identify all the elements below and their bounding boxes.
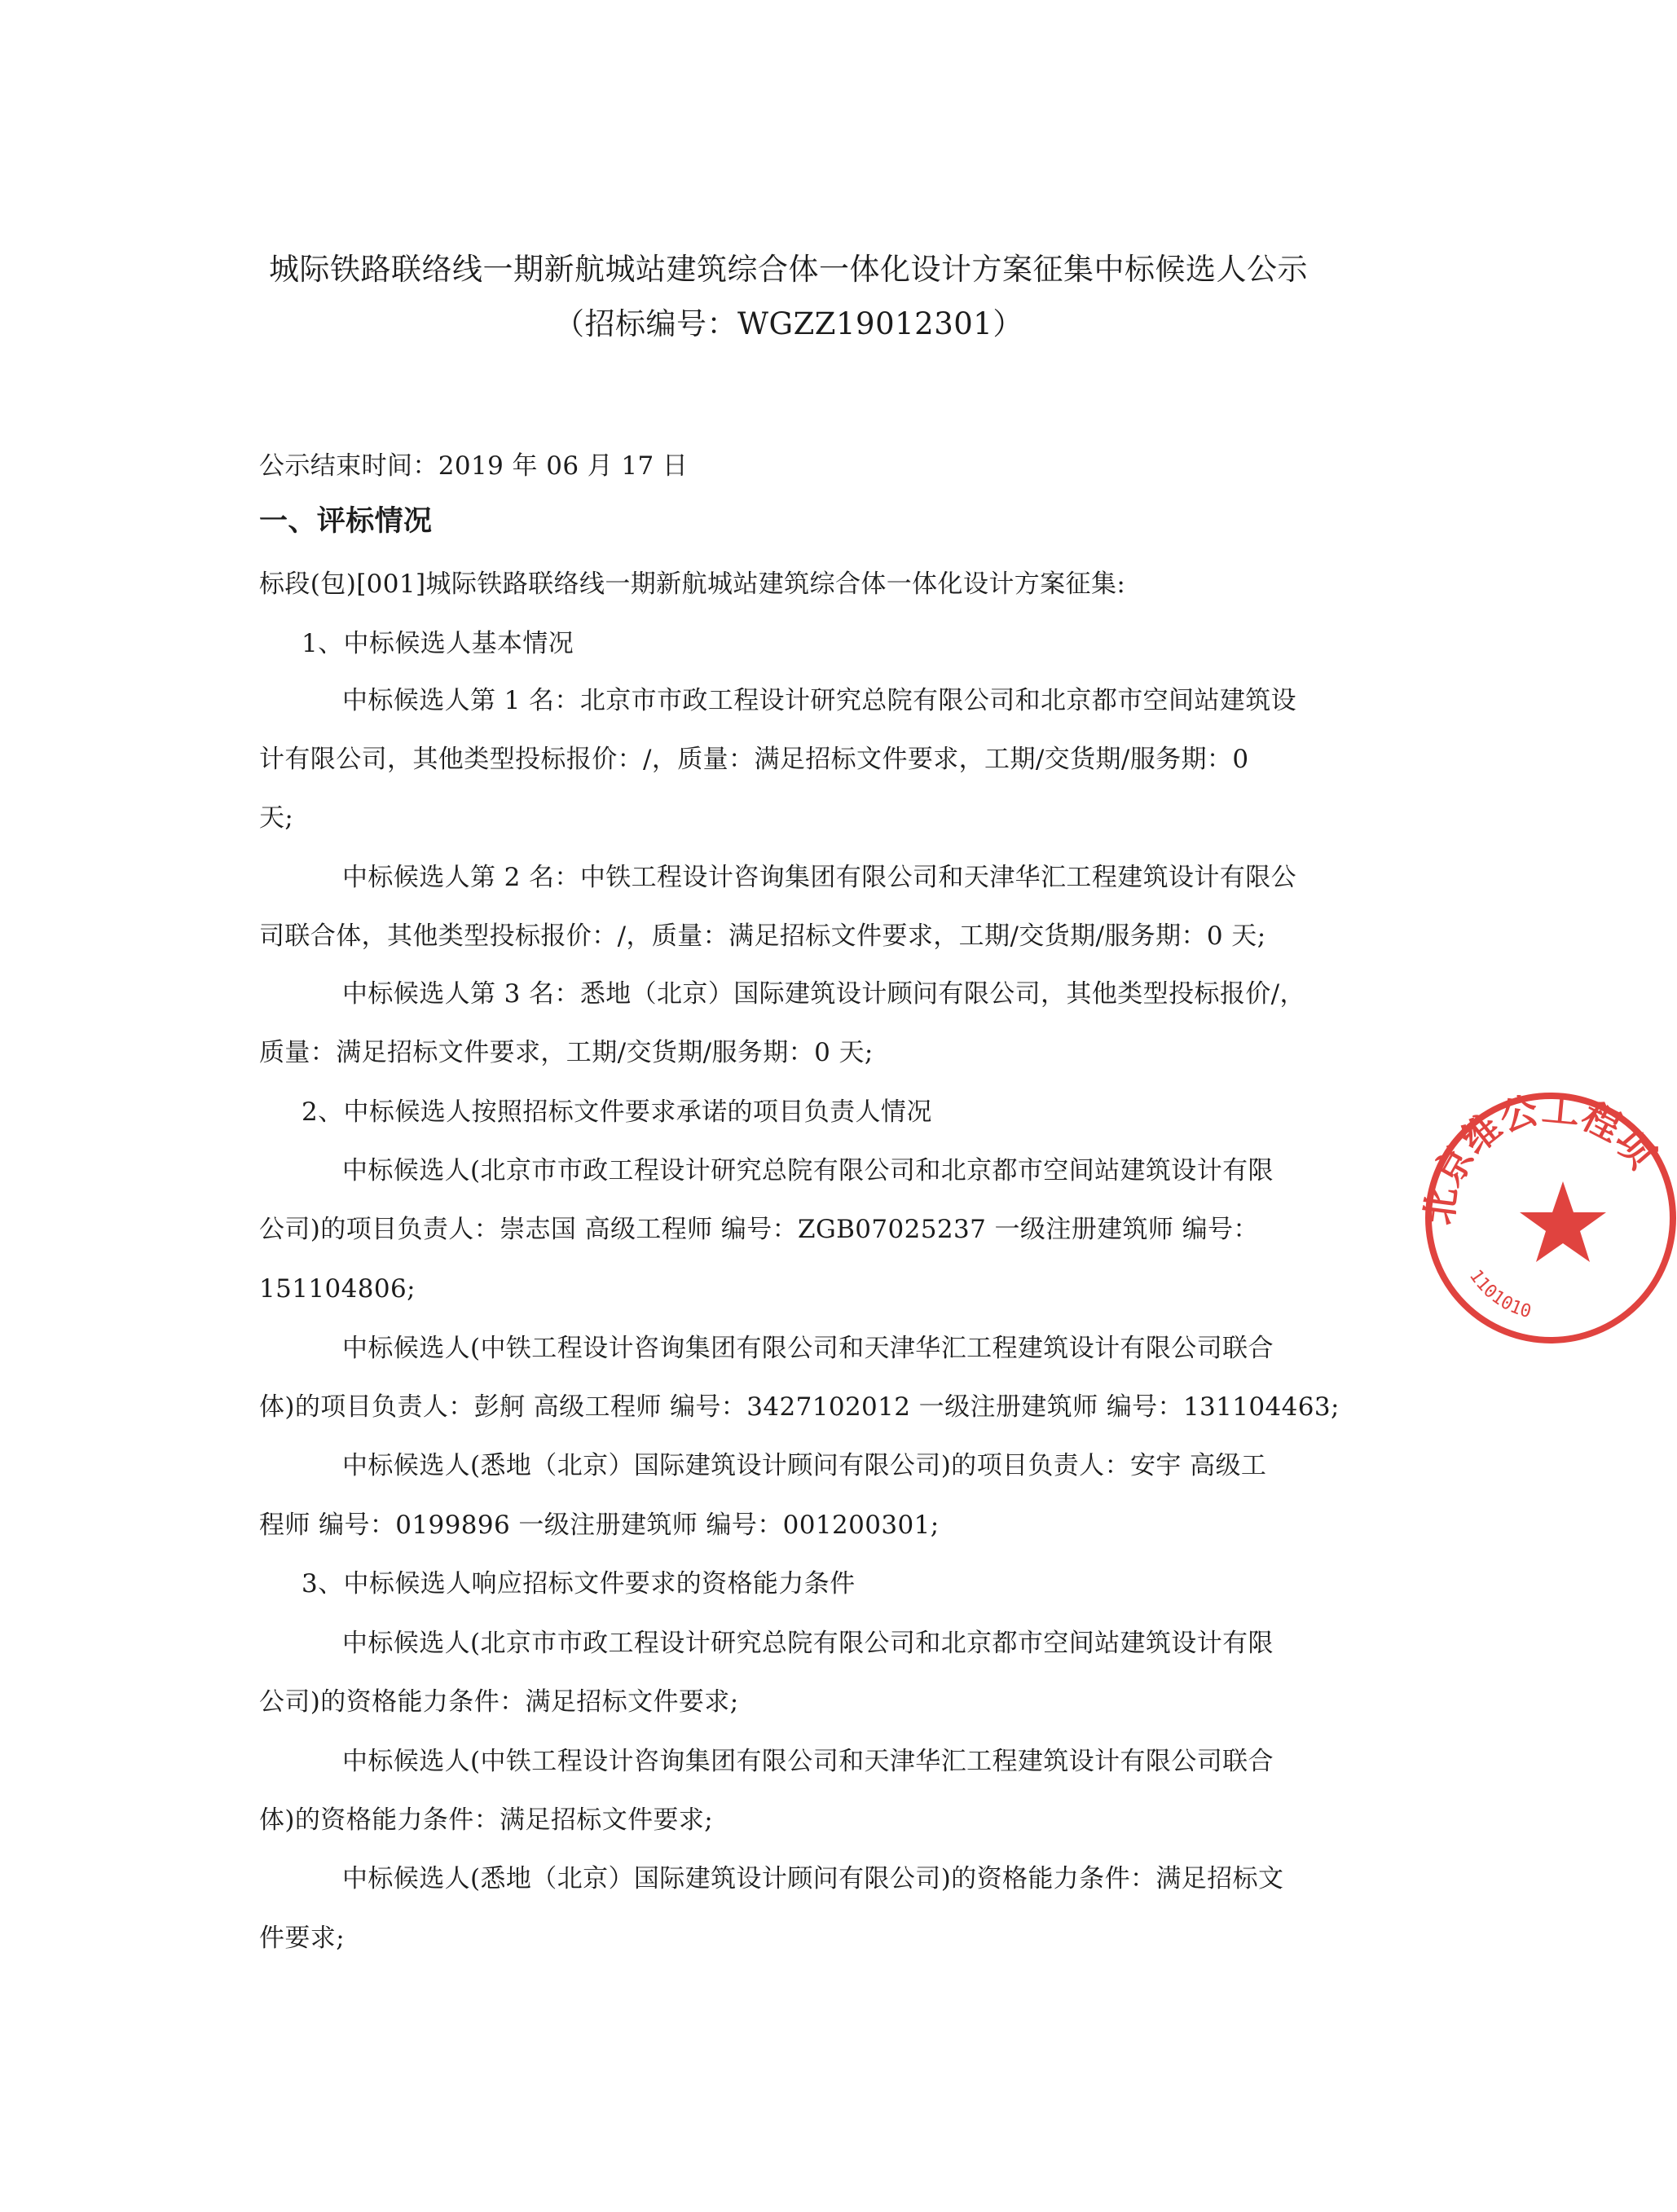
paragraph-line: 天;: [259, 803, 294, 833]
paragraph-line: 中标候选人第 1 名：北京市市政工程设计研究总院有限公司和北京都市空间站建筑设: [342, 686, 1297, 715]
subsection-heading: 3、中标候选人响应招标文件要求的资格能力条件: [302, 1569, 856, 1599]
subsection-heading: 2、中标候选人按照招标文件要求承诺的项目负责人情况: [302, 1097, 932, 1127]
paragraph-line: 体)的项目负责人：彭舸 高级工程师 编号：3427102012 一级注册建筑师 编号：131104463;: [259, 1392, 1340, 1422]
paragraph-line: 中标候选人(悉地（北京）国际建筑设计顾问有限公司)的资格能力条件：满足招标文: [342, 1864, 1284, 1893]
seal-star-icon: [1520, 1181, 1606, 1262]
paragraph-line: 程师 编号：0199896 一级注册建筑师 编号：001200301;: [259, 1511, 940, 1540]
paragraph-line: 司联合体，其他类型投标报价：/，质量：满足招标文件要求，工期/交货期/服务期：0 天;: [259, 921, 1266, 951]
paragraph-line: 计有限公司，其他类型投标报价：/，质量：满足招标文件要求，工期/交货期/服务期：0: [259, 745, 1249, 774]
paragraph-line: 公司)的资格能力条件：满足招标文件要求;: [259, 1687, 739, 1717]
section-heading: 一、评标情况: [259, 505, 433, 538]
seal-text: 北京维公工程项: [1416, 1085, 1664, 1228]
paragraph-line: 中标候选人(北京市市政工程设计研究总院有限公司和北京都市空间站建筑设计有限: [342, 1629, 1274, 1658]
paragraph-line: 质量：满足招标文件要求，工期/交货期/服务期：0 天;: [259, 1038, 874, 1067]
official-seal: [1408, 1084, 1677, 1352]
paragraph-line: 中标候选人(悉地（北京）国际建筑设计顾问有限公司)的项目负责人：安宇 高级工: [342, 1451, 1267, 1480]
paragraph-line: 中标候选人(中铁工程设计咨询集团有限公司和天津华汇工程建筑设计有限公司联合: [342, 1747, 1274, 1776]
document-title: 城际铁路联络线一期新航城站建筑综合体一体化设计方案征集中标候选人公示: [269, 252, 1308, 287]
package-line: 标段(包)[001]城际铁路联络线一期新航城站建筑综合体一体化设计方案征集:: [259, 569, 1126, 599]
paragraph-line: 151104806;: [259, 1274, 416, 1304]
paragraph-line: 中标候选人(中铁工程设计咨询集团有限公司和天津华汇工程建筑设计有限公司联合: [342, 1334, 1274, 1363]
paragraph-line: 中标候选人第 2 名：中铁工程设计咨询集团有限公司和天津华汇工程建筑设计有限公: [342, 863, 1297, 892]
paragraph-line: 件要求;: [259, 1924, 346, 1953]
paragraph-line: 公司)的项目负责人：崇志国 高级工程师 编号：ZGB07025237 一级注册建筑师 编号：: [259, 1215, 1259, 1244]
paragraph-line: 体)的资格能力条件：满足招标文件要求;: [259, 1805, 714, 1835]
seal-number: 1101010: [1464, 1266, 1534, 1323]
bid-number: （招标编号：WGZZ19012301）: [554, 306, 1023, 341]
paragraph-line: 中标候选人(北京市市政工程设计研究总院有限公司和北京都市空间站建筑设计有限: [342, 1156, 1274, 1185]
publicity-end-time: 公示结束时间：2019 年 06 月 17 日: [259, 451, 689, 481]
paragraph-line: 中标候选人第 3 名：悉地（北京）国际建筑设计顾问有限公司，其他类型投标报价/，: [342, 979, 1305, 1009]
subsection-heading: 1、中标候选人基本情况: [302, 629, 574, 658]
